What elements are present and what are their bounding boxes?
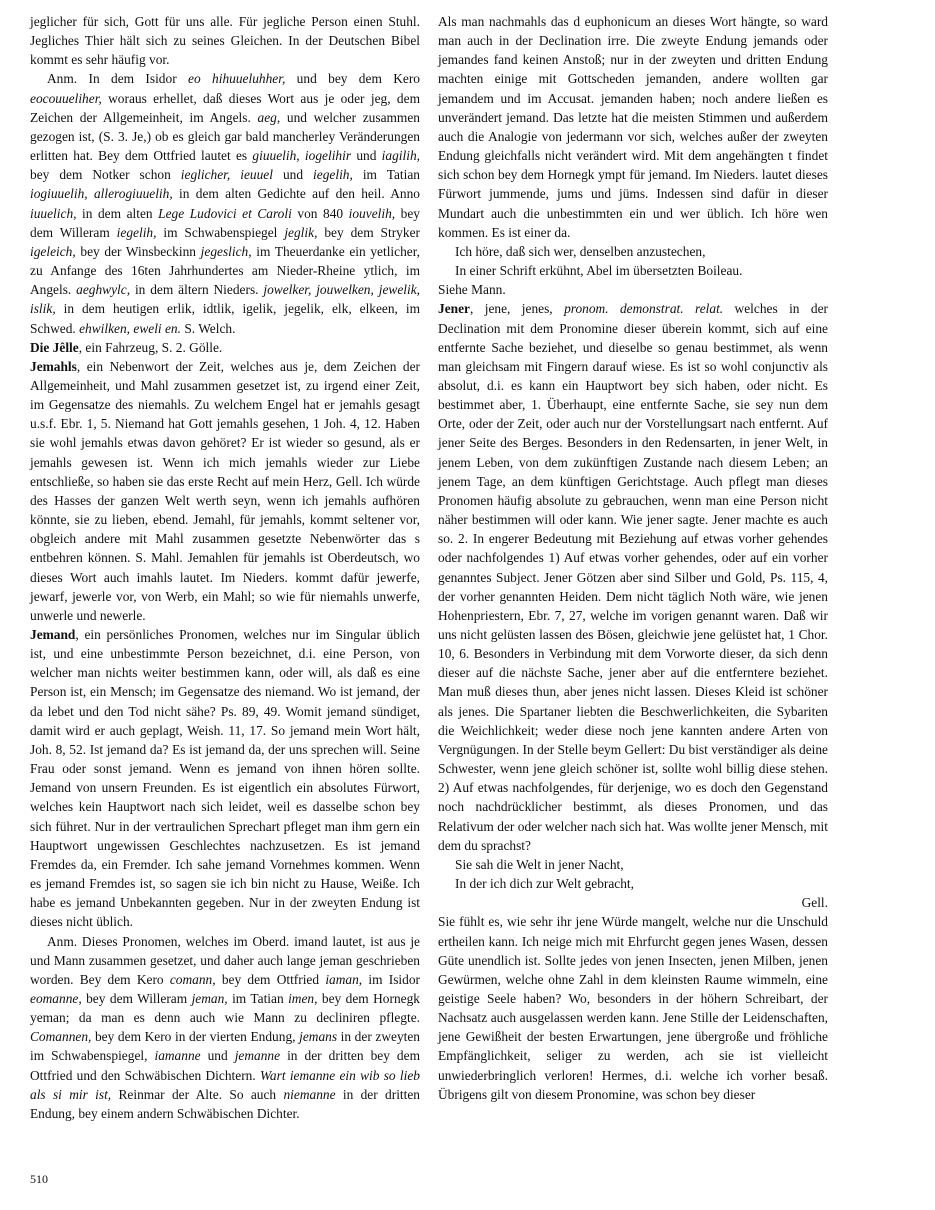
text-run: bey der Winsbeckinn [75,243,201,259]
text-run: Sie sah die Welt in jener Nacht, [455,856,624,872]
verse-attribution [438,893,828,912]
text-run: , ein persönliches Pronomen, welches nur im Singular üblich ist, und eine unbestimmte Person bezeichnet, d.i. eine Person, von welcher man nichts weiter bestimmen kann, oder will, als daß es eine Person ist, ein Mensch; im Gegensatze des niemand. Wo ist jemand, der da lebet und den Tod nicht sähe? Ps. 89, 49. Womit jemand sündiget, damit wird er auch geplagt, Weish. 11, 17. So jemand mein Wort hält, Joh. 8, 52. Ist jemand da? Es ist jemand da, der uns sprechen will. Seine Frau oder sonst jemand. Wenn es jemand von ihnen hören sollte. Jemand von unsern Freunden. Es ist eigentlich ein absolutes Fürwort, welches kein Hauptwort nach sich leidet, weil es dasselbe schon bey sich führet. Nur in der vertraulichen Sprechart pfleget man ihm gern ein Hauptwort ungewissen Geschlechtes nachzusetzen. Es ist jemand Fremdes da, ein Fremder. Ich sahe jemand Vornehmes kommen. Wenn es jemand Fremdes ist, so sagen sie ich bin nicht zu Hause, Weiße. Ich habe es jemand Unbekannten gegeben. Nur in der zweyten Endung ist dieses nicht üblich. [30,627,420,930]
text-run: im Isidor [362,971,420,987]
text-run: in dem heutigen erlik, idtlik, igelik, jegelik, elk, elkeen, im Schwed. [30,301,420,336]
text-run: In einer Schrift erkühnt, Abel im übersetzten Boileau. [455,263,743,279]
text-run: , jene, jenes, [469,301,565,317]
italic-term: aeghwylc, [76,282,131,298]
italic-term: ehwilken, eweli en. [79,320,181,336]
italic-term: jemanne [234,1048,281,1064]
dictionary-paragraph [30,12,420,69]
text-run: in dem alten Gedichte auf den heil. Anno [172,186,421,202]
italic-term: iuuelich, [30,205,77,221]
text-run: in der dritten bey dem Ottfried und den Schwäbischen Dichtern. [30,1048,420,1083]
dictionary-paragraph [30,338,420,357]
text-run: und [200,1048,235,1064]
text-run: Ich höre, daß sich wer, denselben anzustechen, [455,243,706,259]
text-run: Siehe Mann. [438,282,506,298]
dictionary-paragraph [30,357,420,625]
italic-term: Comannen, [30,1029,92,1045]
text-run: bey dem Notker schon [30,167,181,183]
italic-term: iagilih, [381,148,420,164]
left-column [30,12,420,1123]
text-run: im Tatian [352,167,420,183]
text-run: im Theuerdanke ein yetlicher, zu Anfange des 16ten Jahrhundertes am Nieder-Rheine ytlich, im Angels. [30,243,421,298]
text-run: im Tatian [227,990,289,1006]
text-run: und bey dem Kero [285,71,420,87]
text-run: im Schwabenspiegel [156,224,285,240]
italic-term: iogiuuelih, allerogiuuelih, [30,186,173,202]
text-run: Anm. Dieses Pronomen, welches im Oberd. imand lautet, ist aus je und Mann zusammen gesetzet, und daher auch lange jeman geschrieben worden. Bey dem Kero [30,933,420,987]
dictionary-paragraph [30,69,420,337]
dictionary-paragraph [438,12,828,242]
text-run: woraus erhellet, daß dieses Wort aus je oder jeg, dem Zeichen der Allgemeinheit, im Angels. [30,90,420,125]
dictionary-paragraph [438,912,828,1104]
verse-line [438,242,828,261]
italic-term: niemanne [283,1086,336,1102]
italic-term: iegelih, [313,167,353,183]
text-run: S. Welch. [180,320,236,336]
text-run: und [351,148,382,164]
headword: Jemahls [30,358,77,374]
headword: Die Jêlle [30,339,79,355]
page-number: 510 [30,1172,48,1186]
text-run: bey dem Stryker [317,224,420,240]
text-run: welches in der Declination mit dem Pronomine dieser überein kommt, sich auf eine entfernte Sache beziehet, und dieselbe so genau bestimmet, als wenn man gleichsam mit Fingern darauf wiese. Es ist so wohl conjunctiv als absolut, d.i. es kann ein Hauptwort bey sich haben, oder nicht. Es bestimmet aber, 1. Überhaupt, eine entfernte Sache, sie sey nun dem Orte, oder der Zeit, oder auch nur der Vorstellungsart nach entfernt. Auf jener Seite des Berges. Besonders in den Redensarten, in jener Welt, in jenem Leben, von dem zukünftigen Zustande nach diesem Leben; an jenem Tage, an dem künftigen Gerichtstage. Auch pflegt man dieses Pronomen häufig absolute zu gebrauchen, wenn man eine Person nicht näher bestimmen will oder kann. Wie jener sagte. Jener machte es auch so. 2. In engerer Bedeutung mit Beziehung auf etwas vorher gehendes oder nachfolgendes 1) Auf etwas vorher gehendes, oder auf ein vorher genanntes Subject. Jener Götzen aber sind Silber und Gold, Ps. 115, 4, der vorher genannten Heiden. Dem nicht täglich Noth wäre, wie jenen Hohenpriestern, Ebr. 7, 27, welche im vorigen genannt waren. Daß wir uns nicht gelüsten lassen des Bösen, gleichwie jene gelüstet hat, 1 Chor. 10, 6. Besonders in Verbindung mit dem Vorworte dieser, da sich denn dieser auf die nächste Sache, jener aber auf die entferntere beziehet. Man muß dieses thun, aber jenes nicht lassen. Dieses Kleid ist schöner als jenes. Die Spartaner liebten die Beschwerlichkeiten, die Sybariten die Weichlichkeit; weder diese noch jene kannten andere Arten von Vergnügungen. In der Stelle beym Gellert: Du bist verständiger als deine Schwester, wenn jene gleich schöner ist, sollte wohl billig diese stehen. 2) Auf etwas nachfolgendes, für derjenige, wo es doch den Gegenstand noch nachdrücklicher bestimmt, als dieses Pronomen, und das Relativum der oder welcher nach sich hat. Was wollte jener Mensch, mit dem du sprachst? [438,301,828,853]
text-run: von 840 [291,205,349,221]
text-run: bey dem Ottfried [215,971,326,987]
text-run: Als man nachmahls das d euphonicum an dieses Wort hängte, so ward man auch in der Declination irre. Die zweyte Endung jemands oder jemandes fand keinen Anstoß; nur in der zweyten und dritten Endung machten einige mit Gottscheden jemanden, andere wollten gar jemandem und im Accusat. jemanden haben; noch andere ließen es unverändert jemand. Das letzte hat die meisten Stimmen und außerdem auch die Analogie von jedermann vor sich, welches außer der zweyten Endung gleichfalls nicht verändert wird. Mit dem angehängten t findet sich schon bey dem Hornegk ympt für jemand. Im Nieders. lautet dieses Fürwort jummende, jums und jüms. Indessen sind dafür in dieser Mundart auch die unbestimmten ein und wer üblich. Ich höre wen kommen. Es ist einer da. [438,14,828,240]
text-run: bey dem Hornegk yeman; da man es denn auch wie Mann zu decliniren pflegte. [30,990,420,1026]
italic-term: igeleich, [30,243,76,259]
italic-term: iegelih, [116,224,157,240]
italic-term: iamanne [154,1048,201,1064]
dictionary-paragraph [438,280,828,299]
italic-term: eo hihuueluhher, [188,71,286,87]
italic-term: eomanne, [30,990,82,1006]
verse-line [438,874,828,893]
text-run: und welcher zusammen gezogen ist, (S. 3. Je,) ob es gleich gar bald mancherley Veränderungen erlitten hat. Bey dem Ottfried lautet es [30,109,420,164]
text-run: In der ich dich zur Welt gebracht, [455,876,635,892]
italic-term: comann, [169,971,216,987]
text-run: in der zweyten im Schwabenspiegel, [30,1029,420,1064]
text-run: jeglicher für sich, Gott für uns alle. Für jegliche Person einen Stuhl. Jegliches Thier hält sich zu seines Gleichen. In der Deutschen Bibel kommt es sehr häufig vor. [30,14,420,68]
text-run: Gell. [801,895,828,911]
text-run: und [272,167,314,183]
text-run: Anm. In dem Isidor [47,71,189,87]
text-run: Sie fühlt es, wie sehr ihr jene Würde mangelt, welche nur die Unschuld ertheilen kann. Ich neige mich mit Ehrfurcht gegen jenes Wasen, dessen Güte unendlich ist. Sollte jedes von jenen Insecten, jenen Milben, jenen Gewürmen, welche ohne Zahl in dem kleinsten Raume wimmeln, eine geistige Seele haben? Wo, besonders in der höhern Schreibart, der Nachsatz auch ausgelassen werden kann. Jene Stille der Leidenschaften, jene Gewißheit der besten Erwartungen, jene übergroße und fröhliche Empfänglichkeit, seliger zu werden, ach sie ist vielleicht unwiederbringlich verloren! Hermes, d.i. welche ich vorher besaß. Übrigens gilt von diesem Pronomine, was schon bey dieser [438,914,828,1102]
italic-term: jowelker, jouwelken, jewelik, islik, [30,282,420,317]
verse-line [438,261,828,280]
italic-term: jeglik, [284,224,318,240]
headword: Jemand [30,627,76,642]
right-column [438,12,828,1104]
italic-term: jemans [299,1029,338,1045]
italic-term: iouvelih, [348,205,396,221]
text-run: bey dem Willeram [30,205,421,240]
italic-term: aeg, [257,109,281,125]
italic-term: pronom. demonstrat. relat. [564,301,724,317]
italic-term: Lege Ludovici et Caroli [158,205,292,221]
italic-term: ieglicher, ieuuel [180,167,273,183]
dictionary-paragraph [438,299,828,855]
italic-term: giuuelih, iogelihir [252,148,352,164]
italic-term: imen, [288,990,318,1006]
italic-term: iaman, [325,971,363,987]
dictionary-paragraph [30,932,420,1124]
italic-term: Wart iemanne ein wib so lieb als si mir ist, [30,1067,420,1102]
text-run: , ein Fahrzeug, S. 2. Gölle. [78,339,223,355]
text-run: in dem alten [76,205,159,221]
text-run: , ein Nebenwort der Zeit, welches aus je, dem Zeichen der Allgemeinheit, und Mahl zusammen gesetzet ist, zu irgend einer Zeit, im Gegensatze des niemahls. Zu welchem Engel hat er jemahls gesagt u.s.f. Ebr. 1, 5. Niemand hat Gott jemahls gesehen, 1 Joh. 4, 12. Haben sie wohl jemahls etwas davon gehöret? Er ist wieder so gesund, als er jemahls gewesen ist. Wenn ich mich jemahls wieder zur Liebe entschließe, so haben sie das erste Recht auf mein Herz, Gell. Ich würde des Hasses der ganzen Welt werth seyn, wenn ich jemahls aufhören könnte, sie zu lieben, ebend. Jemahl, für jemahls, kommt seltener vor, obgleich andere mit Mahl zusammen gesetzte Nebenwörter das s entbehren können. S. Mahl. Jemahlen für jemahls ist Oberdeutsch, wo dieses Wort auch imahls lautet. Im Nieders. kommt dafür jewerfe, jewarf, jewerle vor, von Werb, ein Mahl; so wie für niemahls unwerfe, unwerle und newerle. [30,358,420,623]
dictionary-paragraph [30,625,420,932]
italic-term: jeman, [191,990,228,1006]
italic-term: jegeslich, [200,243,252,259]
text-run: in dem ältern Nieders. [130,282,264,298]
text-run: Reinmar der Alte. So auch [111,1086,284,1102]
text-run: bey dem Willeram [81,990,192,1006]
verse-line [438,855,828,874]
text-run: in der dritten Endung, bey einem andern Schwäbischen Dichter. [30,1086,420,1121]
text-run: bey dem Kero in der vierten Endung, [91,1029,300,1045]
headword: Jener [438,301,470,317]
italic-term: eocouueliher, [30,90,102,106]
